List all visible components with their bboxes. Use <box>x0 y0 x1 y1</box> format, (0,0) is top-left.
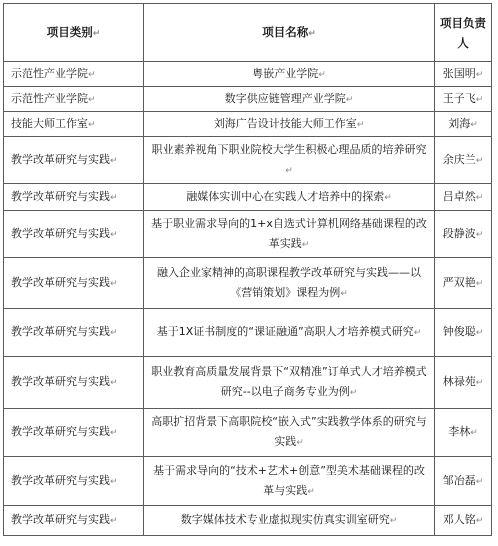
cell-project-name: 刘海广告设计技能大师工作室↵ <box>144 112 435 137</box>
header-name: 项目名称↵ <box>144 4 435 62</box>
cell-category: 教学改革研究与实践↵ <box>4 357 144 409</box>
cell-project-name: 数字供应链管理产业学院↵ <box>144 87 435 112</box>
cell-lead: 严双艳↵ <box>435 258 492 309</box>
cell-category: 教学改革研究与实践↵ <box>4 506 144 536</box>
table-row <box>4 211 492 258</box>
cell-lead: 吕卓然↵ <box>435 184 492 211</box>
cell-lead: 林禄苑↵ <box>435 357 492 409</box>
cell-category: 教学改革研究与实践↵ <box>4 258 144 309</box>
cell-lead: 张国明↵ <box>435 62 492 87</box>
cell-category: 技能大师工作室↵ <box>4 112 144 137</box>
table-row <box>4 137 492 184</box>
project-table <box>3 3 492 536</box>
table-row <box>4 87 492 112</box>
cell-lead: 钟俊聪↵ <box>435 309 492 357</box>
cell-category: 教学改革研究与实践↵ <box>4 409 144 457</box>
cell-category: 教学改革研究与实践↵ <box>4 137 144 184</box>
cell-category: 示范性产业学院↵ <box>4 62 144 87</box>
cell-project-name: 数字媒体技术专业虚拟现实仿真实训室研究↵ <box>144 506 435 536</box>
table-row <box>4 309 492 357</box>
table-row <box>4 357 492 409</box>
cell-project-name: 基于职业需求导向的1+x自选式计算机网络基础课程的改革实践↵ <box>144 211 435 258</box>
cell-project-name: 高职扩招背景下高职院校“嵌入式”实践教学体系的研究与实践↵ <box>144 409 435 457</box>
table-row <box>4 506 492 536</box>
cell-project-name: 基于需求导向的“技术+艺术+创意”型美术基础课程的改革与实践↵ <box>144 457 435 506</box>
cell-project-name: 职业教育高质量发展背景下“双精准”订单式人才培养模式研究--以电子商务专业为例↵ <box>144 357 435 409</box>
cell-project-name: 融入企业家精神的高职课程教学改革研究与实践——以《营销策划》课程为例↵ <box>144 258 435 309</box>
cell-lead: 李林↵ <box>435 409 492 457</box>
cell-lead: 邓人铭↵ <box>435 506 492 536</box>
cell-project-name: 职业素养视角下职业院校大学生积极心理品质的培养研究↵ <box>144 137 435 184</box>
header-lead: 项目负责人 <box>435 4 492 62</box>
table-row <box>4 62 492 87</box>
cell-category: 示范性产业学院↵ <box>4 87 144 112</box>
table-row <box>4 457 492 506</box>
cell-lead: 段静波↵ <box>435 211 492 258</box>
cell-category: 教学改革研究与实践↵ <box>4 211 144 258</box>
cell-project-name: 融媒体实训中心在实践人才培养中的探索↵ <box>144 184 435 211</box>
cell-category: 教学改革研究与实践↵ <box>4 309 144 357</box>
cell-project-name: 基于1X证书制度的“课证融通”高职人才培养模式研究↵ <box>144 309 435 357</box>
table-row <box>4 112 492 137</box>
table-row <box>4 409 492 457</box>
cell-category: 教学改革研究与实践↵ <box>4 457 144 506</box>
cell-lead: 刘海↵ <box>435 112 492 137</box>
table-row <box>4 258 492 309</box>
cell-lead: 邹冶磊↵ <box>435 457 492 506</box>
table-row <box>4 184 492 211</box>
cell-project-name: 粤嵌产业学院↵ <box>144 62 435 87</box>
cell-lead: 王子飞↵ <box>435 87 492 112</box>
cell-category: 教学改革研究与实践↵ <box>4 184 144 211</box>
cell-lead: 余庆兰↵ <box>435 137 492 184</box>
header-category: 项目类别↵ <box>4 4 144 62</box>
